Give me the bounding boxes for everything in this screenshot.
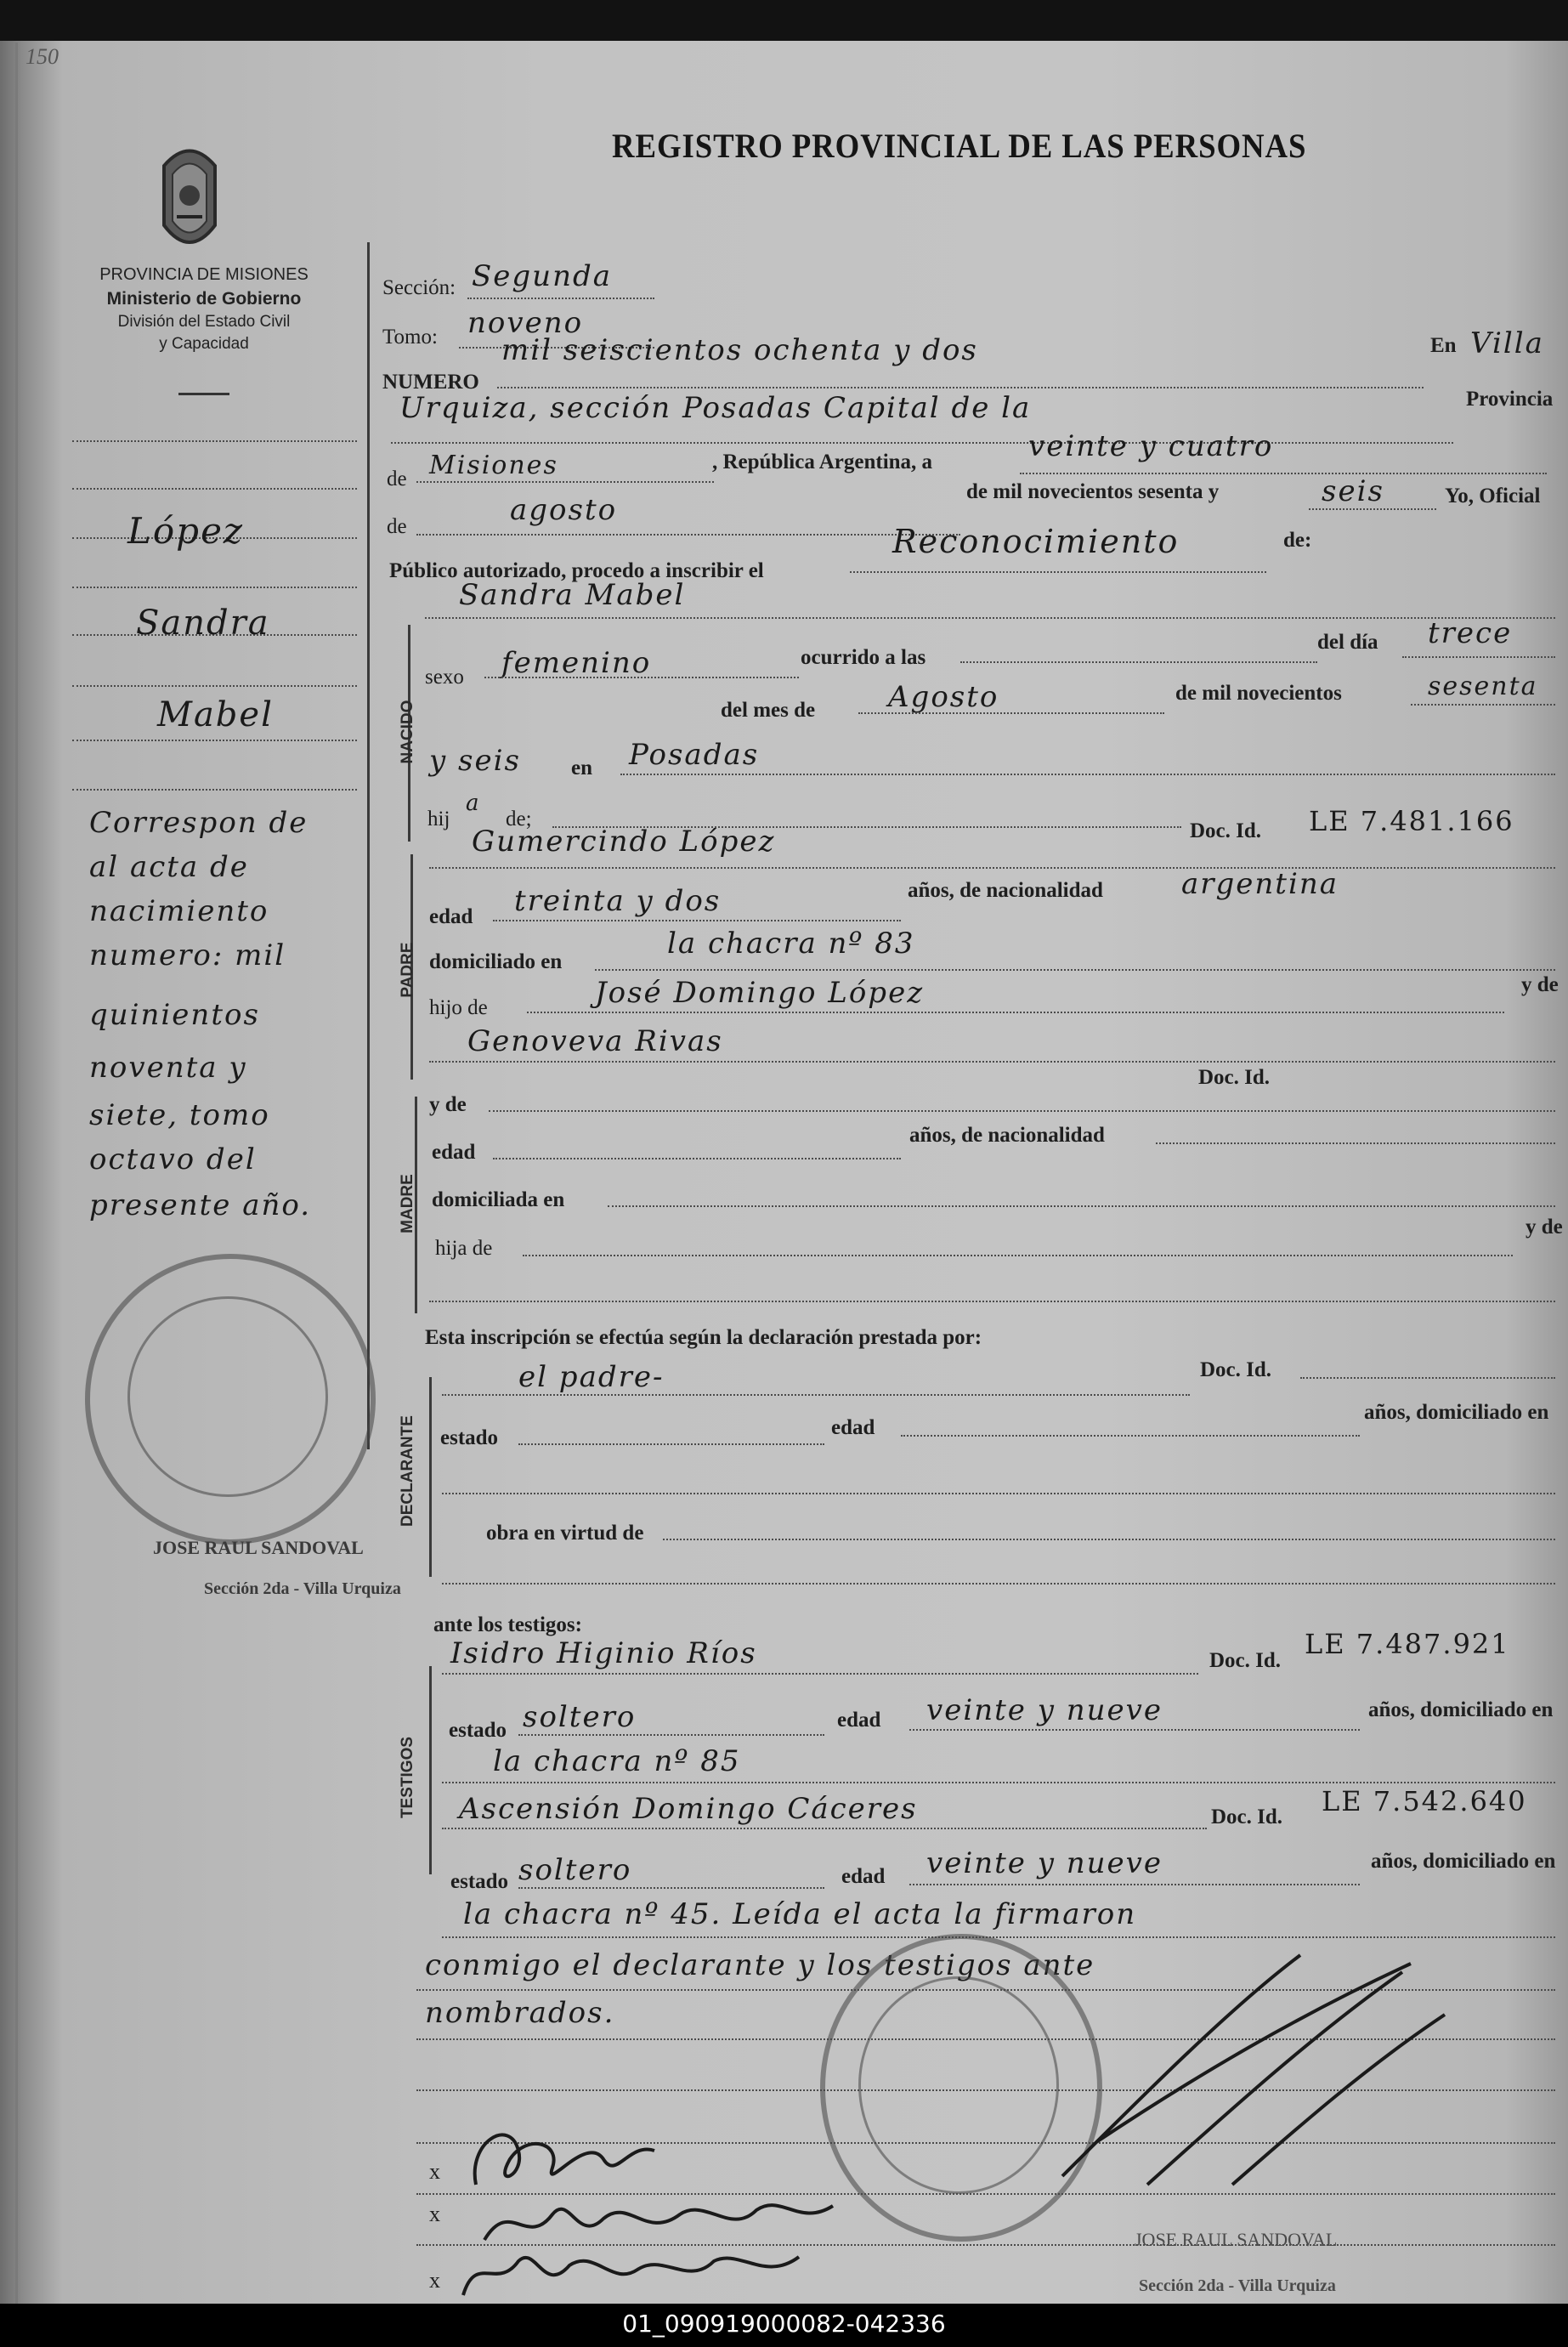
testigo1-edad-label: edad [837, 1709, 881, 1732]
fill-line [595, 969, 1555, 971]
fill-line [518, 1443, 824, 1445]
fill-line [467, 298, 654, 299]
dia-value: trece [1428, 616, 1513, 650]
fill-line [429, 1061, 1555, 1063]
republica-label: , República Argentina, a [712, 451, 933, 473]
padre-hijo-label: hijo de [429, 996, 488, 1019]
margin-note-line: quinientos [89, 998, 260, 1032]
margin-line [72, 685, 357, 687]
en-label: En [1430, 334, 1457, 357]
coat-of-arms-emblem [151, 140, 228, 259]
testigo1-doc-value: LE 7.487.921 [1305, 1628, 1510, 1660]
fill-line [484, 677, 799, 678]
declarante-name: el padre- [518, 1360, 665, 1394]
anio-value: sesenta [1428, 672, 1538, 701]
testigos-bracket [429, 1666, 432, 1874]
fill-line [901, 1435, 1360, 1437]
stamp-right-name: JOSE RAUL SANDOVAL [1135, 2229, 1338, 2250]
stamp-right-role: Sección 2da - Villa Urquiza [1139, 2276, 1336, 2295]
margin-line [72, 440, 357, 442]
hij-label: hij [427, 808, 450, 831]
testigo2-doc-value: LE 7.542.640 [1322, 1785, 1527, 1817]
signature-official [1045, 1938, 1487, 2193]
nacido-section-label: NACIDO [399, 700, 416, 764]
closing-line-2: nombrados. [425, 1996, 615, 2030]
fill-line [1402, 656, 1555, 658]
header-underline [178, 393, 229, 395]
fill-line [909, 1729, 1360, 1731]
testigo1-estado-value: soltero [523, 1700, 637, 1734]
margin-note-line: noventa y [89, 1051, 247, 1085]
margin-note-line: siete, tomo [89, 1098, 270, 1132]
nacido-doc-label: Doc. Id. [1190, 819, 1262, 842]
padre-madre-value: Genoveva Rivas [467, 1024, 723, 1058]
tomo-label: Tomo: [382, 326, 438, 349]
margin-note-line: nacimiento [89, 894, 269, 928]
madre-hija-label: hija de [435, 1237, 493, 1260]
en-nacido-label: en [571, 757, 592, 779]
provincia-value: Misiones [429, 451, 558, 480]
dia-label: del día [1317, 631, 1378, 654]
declarante-anios-label: años, domiciliado en [1364, 1401, 1549, 1424]
official-seal-left-inner [127, 1296, 328, 1497]
fill-line [620, 774, 1555, 775]
sexo-label: sexo [425, 666, 464, 689]
testigo2-doc-label: Doc. Id. [1211, 1806, 1283, 1828]
testigos-intro: ante los testigos: [433, 1613, 582, 1636]
provincia-label: Provincia [1466, 388, 1554, 411]
fill-line [493, 1158, 901, 1159]
fill-line [909, 1884, 1360, 1885]
stamp-left-name: JOSE RAUL SANDOVAL [153, 1537, 364, 1558]
footer-image-id: 01_090919000082-042336 [622, 2310, 946, 2338]
mil-label: de mil novecientos sesenta y [966, 480, 1220, 503]
madre-yde2-label: y de [1526, 1216, 1563, 1239]
fill-line [523, 1255, 1513, 1256]
testigo2-estado-value: soltero [518, 1853, 632, 1887]
declarante-intro: Esta inscripción se efectúa según la declaración prestada por: [425, 1326, 982, 1349]
fill-line [429, 867, 1555, 869]
margin-note-line: presente año. [89, 1188, 312, 1222]
fill-line [663, 1539, 1555, 1540]
padre-nac-value: argentina [1181, 867, 1339, 901]
margin-note-line: numero: mil [89, 938, 286, 972]
declarante-estado-label: estado [440, 1426, 499, 1449]
fill-line [429, 1301, 1555, 1302]
margin-line [72, 488, 357, 490]
declarante-section-label: DECLARANTE [399, 1415, 416, 1527]
fill-line [442, 1828, 1207, 1829]
ocurrido-label: ocurrido a las [801, 646, 926, 669]
signature-mark: x [429, 2159, 440, 2184]
padre-dom-value: la chacra nº 83 [667, 927, 915, 961]
margin-line [72, 740, 357, 741]
fill-line [1411, 704, 1555, 706]
padre-dom-label: domiciliado en [429, 950, 563, 973]
fill-line [442, 1583, 1555, 1585]
corner-folio-number: 150 [25, 44, 59, 69]
document-title: REGISTRO PROVINCIAL DE LAS PERSONAS [612, 127, 1307, 165]
declarante-obra-label: obra en virtud de [486, 1522, 644, 1545]
padre-yde-label: y de [1521, 973, 1559, 996]
testigo1-edad-value: veinte y nueve [926, 1693, 1163, 1727]
fill-line [1156, 1142, 1555, 1144]
padre-edad-label: edad [429, 905, 473, 928]
closing-line-1: conmigo el declarante y los testigos ante [425, 1948, 1095, 1982]
margin-first-name: Sandra [136, 604, 270, 643]
fill-line [391, 442, 1453, 444]
sexo-value: femenino [501, 646, 652, 680]
fill-line [608, 1205, 1555, 1207]
signature-mark: x [429, 2268, 440, 2293]
anio-value: seis [1322, 474, 1384, 508]
testigo2-dom-value: la chacra nº 45. Leída el acta la firmaron [463, 1897, 1137, 1931]
mil-label: de mil novecientos [1175, 682, 1342, 705]
signature-witness-2 [450, 2244, 824, 2304]
testigo2-edad-value: veinte y nueve [926, 1846, 1163, 1880]
numero-label: NUMERO [382, 371, 479, 394]
fill-line [518, 1734, 824, 1736]
de3-label: de: [1283, 529, 1312, 552]
fill-line [489, 1110, 1555, 1112]
fill-line [1309, 508, 1436, 510]
testigo2-edad-label: edad [841, 1865, 886, 1888]
fill-line [1020, 473, 1547, 474]
declarante-doc-label: Doc. Id. [1200, 1358, 1272, 1381]
fill-line [858, 712, 1164, 714]
fill-line [960, 661, 1317, 663]
de-label: de [387, 468, 407, 490]
scan-top-edge [0, 0, 1568, 41]
declarante-edad-label: edad [831, 1416, 875, 1439]
signature-mark: x [429, 2202, 440, 2226]
stamp-left-role: Sección 2da - Villa Urquiza [204, 1579, 401, 1598]
mes-value: Agosto [888, 680, 999, 714]
tomo-value: noveno [467, 306, 584, 340]
padre-edad-value: treinta y dos [514, 884, 722, 918]
seccion-value: Segunda [472, 259, 613, 293]
en-value: Villa [1470, 326, 1544, 360]
madre-doc-label: Doc. Id. [1198, 1066, 1271, 1089]
acto-value: Reconocimiento [892, 523, 1180, 560]
mes-label: del mes de [721, 699, 816, 722]
official-seal-right-inner [858, 1976, 1059, 2194]
margin-second-name: Mabel [157, 695, 274, 734]
margin-note-line: octavo del [89, 1142, 257, 1176]
declarante-bracket [429, 1377, 432, 1577]
margin-line [72, 789, 357, 791]
padre-nac-label: años, de nacionalidad [908, 879, 1103, 902]
fill-line [416, 534, 960, 536]
lugar-nacido-value: Posadas [629, 738, 760, 772]
testigo1-anios-label: años, domiciliado en [1368, 1698, 1554, 1721]
testigo1-doc-label: Doc. Id. [1209, 1649, 1282, 1672]
publico-label: Público autorizado, procedo a inscribir el [389, 559, 764, 582]
header-ministry: Ministerio de Gobierno [106, 289, 302, 309]
padre-name: Gumercindo López [472, 825, 776, 859]
fill-line [442, 1394, 1190, 1396]
lugar-value: Urquiza, sección Posadas Capital de la [399, 391, 1032, 425]
header-capacity: y Capacidad [159, 335, 249, 353]
fill-line [527, 1012, 1504, 1013]
dia-value: veinte y cuatro [1028, 429, 1274, 463]
margin-note-line: al acta de [89, 850, 249, 884]
padre-section-label: PADRE [399, 942, 416, 998]
margin-line [72, 587, 357, 588]
header-province: PROVINCIA DE MISIONES [99, 265, 309, 284]
yo-label: Yo, Oficial [1445, 485, 1541, 507]
testigo1-estado-label: estado [449, 1719, 507, 1742]
de2-label: de [387, 515, 407, 538]
padre-hijo-value: José Domingo López [595, 976, 925, 1010]
header-division: División del Estado Civil [117, 313, 291, 331]
madre-edad-label: edad [432, 1141, 476, 1164]
fill-line [518, 1887, 824, 1889]
margin-surname: López [127, 510, 245, 552]
fill-line [1300, 1377, 1555, 1379]
fill-line [493, 920, 901, 921]
hij-de-label: de; [506, 808, 532, 831]
seccion-label: Sección: [382, 276, 456, 299]
madre-section-label: MADRE [399, 1174, 416, 1233]
testigo2-name: Ascensión Domingo Cáceres [459, 1792, 918, 1826]
hij-suffix: a [466, 791, 481, 816]
fill-line [497, 387, 1424, 388]
fill-line [442, 1782, 1555, 1783]
fill-line [425, 617, 1555, 619]
nacido-doc-value: LE 7.481.166 [1309, 805, 1514, 837]
testigo1-dom-value: la chacra nº 85 [493, 1744, 741, 1778]
madre-dom-label: domiciliada en [432, 1188, 565, 1211]
testigos-section-label: TESTIGOS [399, 1736, 416, 1819]
mes-value: agosto [510, 493, 618, 527]
fill-line [442, 1493, 1555, 1494]
fill-line [850, 571, 1266, 573]
fill-line [416, 481, 714, 483]
madre-nac-label: años, de nacionalidad [909, 1124, 1105, 1147]
testigo1-name: Isidro Higinio Ríos [450, 1636, 757, 1670]
nacido-name: Sandra Mabel [459, 578, 686, 612]
madre-yde-label: y de [429, 1093, 467, 1116]
testigo2-estado-label: estado [450, 1870, 509, 1893]
fill-line [442, 1673, 1198, 1675]
testigo2-anios-label: años, domiciliado en [1371, 1850, 1556, 1873]
anio2-value: y seis [429, 744, 521, 778]
page-fold-line [15, 43, 18, 2304]
margin-column-divider [367, 242, 370, 1449]
numero-value: mil seiscientos ochenta y dos [501, 333, 978, 367]
margin-note-line: Correspon de [89, 806, 309, 840]
